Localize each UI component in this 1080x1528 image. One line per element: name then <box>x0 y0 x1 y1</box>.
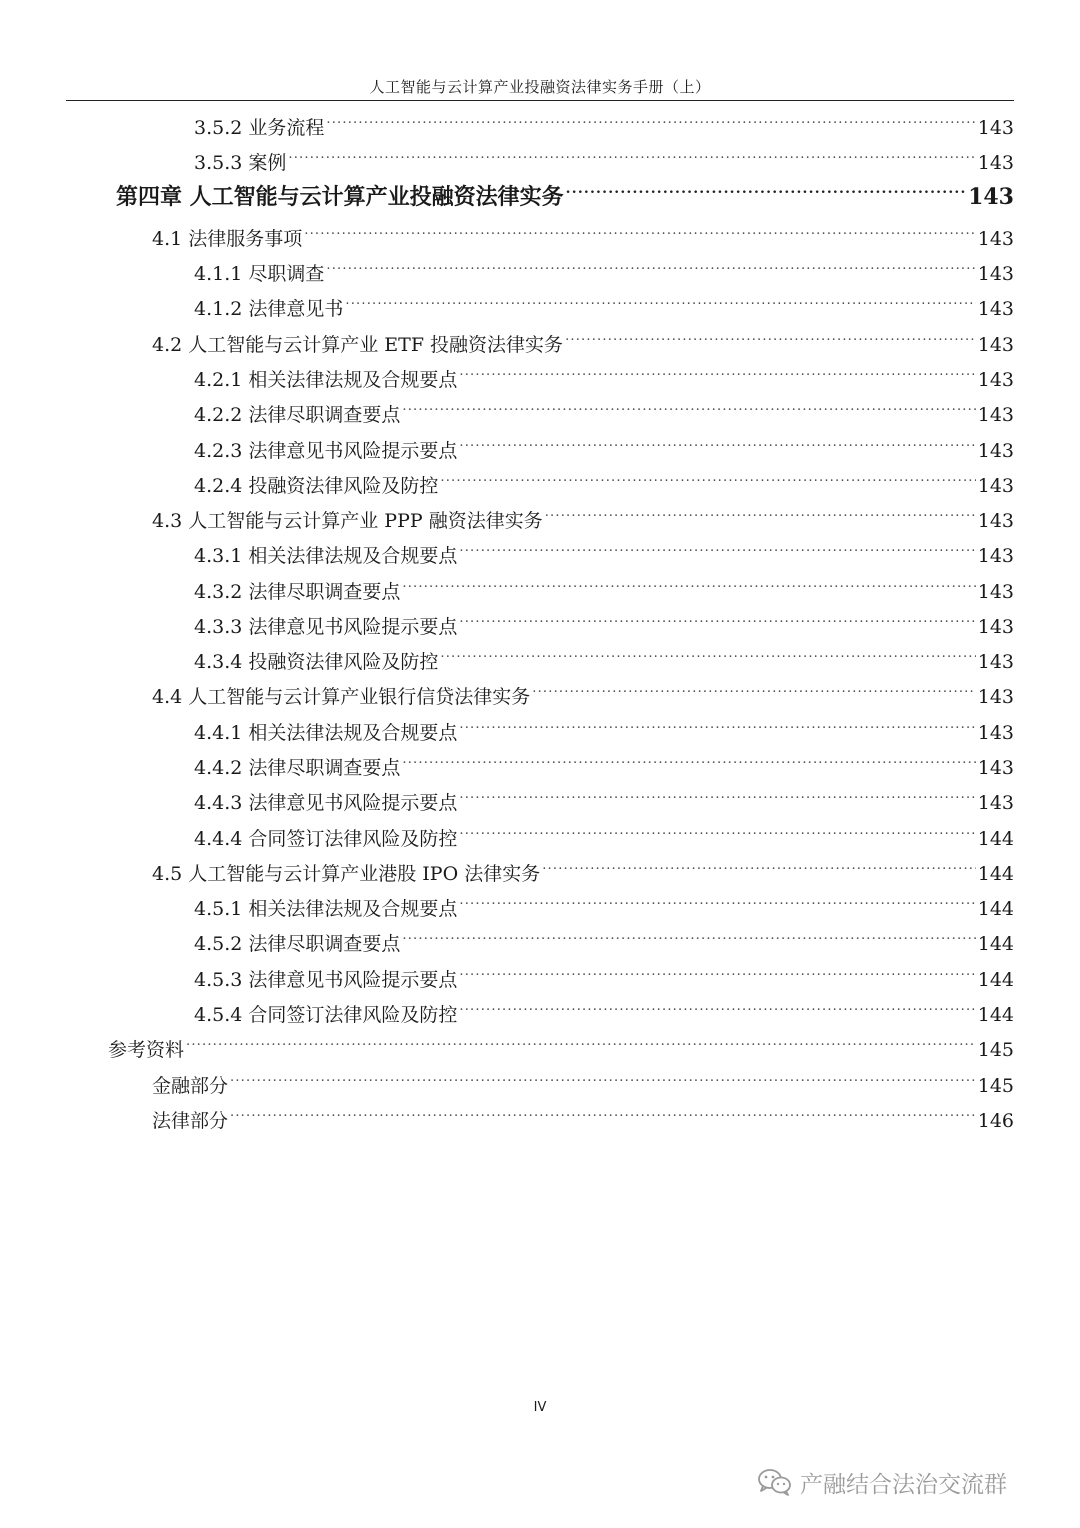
toc-entry-label: 4.2 人工智能与云计算产业 ETF 投融资法律实务 <box>152 334 564 356</box>
toc-entry-page: 144 <box>977 828 1014 850</box>
toc-entry <box>194 98 1014 139</box>
toc-entry <box>152 1091 1014 1132</box>
toc-entry-label: 4.3.1 相关法律法规及合规要点 <box>194 545 458 567</box>
toc-entry-label: 金融部分 <box>152 1075 229 1097</box>
toc-entry-page: 144 <box>977 933 1014 955</box>
toc-entry-page: 143 <box>977 581 1014 603</box>
running-header-title: 人工智能与云计算产业投融资法律实务手册（上） <box>369 78 711 96</box>
toc-entry <box>194 350 1014 391</box>
toc-entry <box>194 879 1014 920</box>
toc-dot-leader <box>326 244 975 280</box>
toc-dot-leader <box>459 809 975 845</box>
toc-entry-label: 4.4 人工智能与云计算产业银行信贷法律实务 <box>152 686 531 708</box>
toc-entry-page: 145 <box>977 1039 1014 1061</box>
toc-dot-leader <box>459 985 975 1021</box>
toc-entry-label: 参考资料 <box>108 1039 185 1061</box>
toc-entry-page: 143 <box>977 545 1014 567</box>
toc-entry-label: 4.3.2 法律尽职调查要点 <box>194 581 401 603</box>
toc-dot-leader <box>230 1056 976 1092</box>
toc-entry-page: 143 <box>977 404 1014 426</box>
toc-entry-label: 3.5.2 业务流程 <box>194 117 325 139</box>
toc-entry <box>194 985 1014 1026</box>
toc-entry <box>194 738 1014 779</box>
toc-entry-label: 4.5.3 法律意见书风险提示要点 <box>194 969 458 991</box>
watermark <box>756 1462 1007 1502</box>
toc-entry-page: 143 <box>968 184 1014 210</box>
toc-entry-page: 144 <box>977 898 1014 920</box>
toc-entry-label: 4.1 法律服务事项 <box>152 228 303 250</box>
toc-entry-page: 143 <box>977 152 1014 174</box>
watermark-text: 产融结合法治交流群 <box>800 1471 1007 1498</box>
toc-dot-leader <box>459 879 975 915</box>
toc-entry-page: 143 <box>977 263 1014 285</box>
toc-dot-leader <box>532 667 975 703</box>
toc-dot-leader <box>459 703 975 739</box>
toc-entry-page: 143 <box>977 651 1014 673</box>
toc-entry-page: 146 <box>977 1110 1014 1132</box>
toc-entry-page: 143 <box>977 510 1014 532</box>
toc-entry <box>194 632 1014 673</box>
toc-dot-leader <box>402 385 975 421</box>
toc-entry-label: 4.5 人工智能与云计算产业港股 IPO 法律实务 <box>152 863 541 885</box>
toc-entry-page: 144 <box>977 863 1014 885</box>
toc-dot-leader <box>402 562 975 598</box>
toc-entry-page: 143 <box>977 298 1014 320</box>
toc-entry-page: 143 <box>977 228 1014 250</box>
toc-entry <box>194 279 1014 320</box>
toc-chapter-entry <box>116 168 1014 210</box>
toc-entry-label: 4.5.2 法律尽职调查要点 <box>194 933 401 955</box>
wechat-icon <box>756 1467 794 1497</box>
toc-entry-page: 143 <box>977 792 1014 814</box>
toc-entry-label: 4.4.4 合同签订法律风险及防控 <box>194 828 458 850</box>
toc-dot-leader <box>459 773 975 809</box>
toc-dot-leader <box>565 315 976 351</box>
toc-entry-page: 143 <box>977 475 1014 497</box>
toc-entry-page: 143 <box>977 369 1014 391</box>
toc-dot-leader <box>542 844 976 880</box>
toc-entry <box>194 456 1014 497</box>
toc-dot-leader <box>459 597 975 633</box>
toc-entry <box>108 1020 1014 1061</box>
toc-entry <box>194 809 1014 850</box>
toc-entry-label: 4.2.4 投融资法律风险及防控 <box>194 475 439 497</box>
toc-dot-leader <box>402 738 975 774</box>
toc-entry <box>194 773 1014 814</box>
toc-dot-leader <box>345 279 975 315</box>
toc-entry-page: 144 <box>977 1004 1014 1026</box>
toc-entry <box>194 703 1014 744</box>
toc-entry-label: 法律部分 <box>152 1110 229 1132</box>
toc-entry <box>152 491 1014 532</box>
toc-dot-leader <box>566 168 966 204</box>
toc-dot-leader <box>326 98 975 134</box>
toc-entry <box>194 950 1014 991</box>
toc-entry <box>194 914 1014 955</box>
toc-entry-label: 4.3.3 法律意见书风险提示要点 <box>194 616 458 638</box>
toc-entry <box>152 315 1014 356</box>
toc-entry <box>152 844 1014 885</box>
toc-entry-label: 第四章 人工智能与云计算产业投融资法律实务 <box>116 184 564 210</box>
toc-entry-page: 143 <box>977 440 1014 462</box>
toc-entry-page: 143 <box>977 686 1014 708</box>
toc-entry-page: 143 <box>977 334 1014 356</box>
page-number: IV <box>533 1400 547 1415</box>
toc-entry <box>194 385 1014 426</box>
toc-entry-page: 143 <box>977 117 1014 139</box>
toc-entry-label: 4.2.3 法律意见书风险提示要点 <box>194 440 458 462</box>
toc-entry-label: 4.4.2 法律尽职调查要点 <box>194 757 401 779</box>
toc-dot-leader <box>459 421 975 457</box>
toc-entry-page: 145 <box>977 1075 1014 1097</box>
toc-entry-label: 4.5.1 相关法律法规及合规要点 <box>194 898 458 920</box>
toc-entry-label: 4.1.2 法律意见书 <box>194 298 344 320</box>
toc-entry <box>194 597 1014 638</box>
toc-entry-page: 143 <box>977 722 1014 744</box>
toc-entry-label: 4.3.4 投融资法律风险及防控 <box>194 651 439 673</box>
toc-entry-label: 4.4.1 相关法律法规及合规要点 <box>194 722 458 744</box>
toc-dot-leader <box>545 491 976 527</box>
toc-dot-leader <box>288 133 975 169</box>
toc-entry <box>194 244 1014 285</box>
toc-entry-page: 143 <box>977 757 1014 779</box>
toc-dot-leader <box>186 1020 976 1056</box>
toc-entry <box>152 209 1014 250</box>
toc-entry <box>152 1056 1014 1097</box>
toc-entry-page: 143 <box>977 616 1014 638</box>
toc-dot-leader <box>440 456 975 492</box>
toc-entry-label: 4.1.1 尽职调查 <box>194 263 325 285</box>
toc-dot-leader <box>459 950 975 986</box>
toc-dot-leader <box>459 526 975 562</box>
toc-entry-label: 4.2.1 相关法律法规及合规要点 <box>194 369 458 391</box>
toc-dot-leader <box>440 632 975 668</box>
toc-entry <box>152 667 1014 708</box>
toc-entry <box>194 526 1014 567</box>
toc-entry-label: 4.4.3 法律意见书风险提示要点 <box>194 792 458 814</box>
toc-dot-leader <box>402 914 975 950</box>
toc-entry-label: 4.3 人工智能与云计算产业 PPP 融资法律实务 <box>152 510 543 532</box>
toc-dot-leader <box>459 350 975 386</box>
toc-entry <box>194 133 1014 174</box>
toc-entry-page: 144 <box>977 969 1014 991</box>
toc-entry <box>194 421 1014 462</box>
toc-entry-label: 4.2.2 法律尽职调查要点 <box>194 404 401 426</box>
toc-dot-leader <box>304 209 975 245</box>
toc-entry <box>194 562 1014 603</box>
toc-entry-label: 4.5.4 合同签订法律风险及防控 <box>194 1004 458 1026</box>
toc-dot-leader <box>230 1091 976 1127</box>
toc-entry-label: 3.5.3 案例 <box>194 152 287 174</box>
